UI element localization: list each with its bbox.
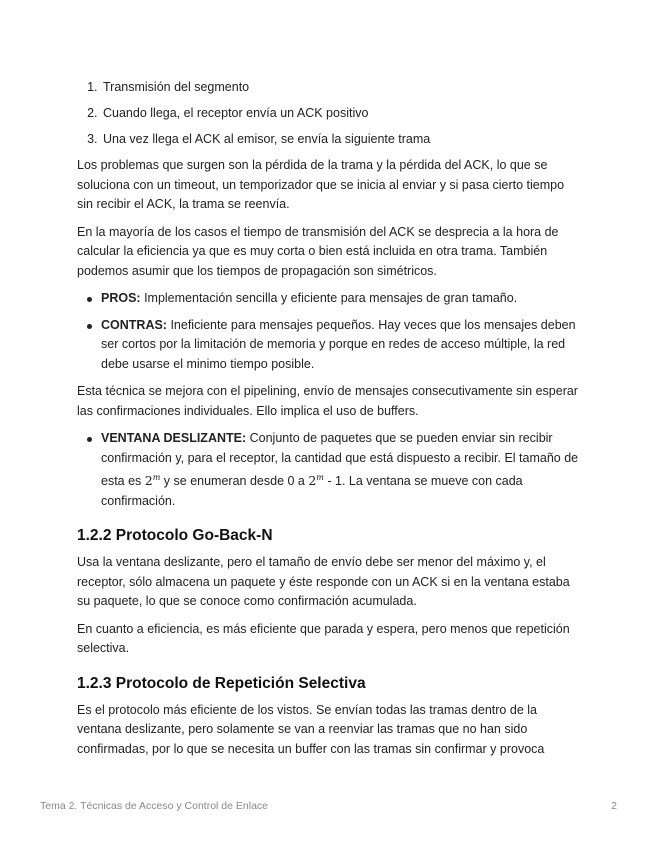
paragraph-pipelining: Esta técnica se mejora con el pipelining, envío de mensajes consecutivamente sin esperar las confirmaciones individuales. Ello implica el uso de buffers. <box>77 384 578 418</box>
bullet-icon <box>87 297 92 302</box>
math-2-pow-m <box>308 473 324 488</box>
ventana-text-1: Conjunto de paquetes que se pueden enviar sin recibir confirmación y, para el receptor, la cantidad que está dispuesto a recibir. El tamaño de esta es <box>101 431 579 489</box>
bullet-icon <box>87 324 92 329</box>
heading-repeticion-selectiva: 1.2.3 Protocolo de Repetición Selectiva <box>77 674 366 692</box>
page-content <box>77 78 579 767</box>
bullet-icon <box>87 437 92 442</box>
heading-go-back-n: 1.2.2 Protocolo Go-Back-N <box>77 527 273 545</box>
pros-cons-list <box>77 289 579 374</box>
ventana-term: VENTANA DESLIZANTE: <box>101 431 247 445</box>
pros-text: Implementación sencilla y eficiente para mensajes de gran tamaño. <box>140 291 518 305</box>
math-2-pow-m <box>145 473 161 488</box>
paragraph-efficiency: En la mayoría de los casos el tiempo de transmisión del ACK se desprecia a la hora de calcular la eficiencia ya que es muy corta o bien está incluida en otra trama. También podemos asumir que los tiempos de propagación son simétricos. <box>77 224 559 278</box>
list-item: 1. Transmisión del segmento <box>101 78 579 97</box>
math-exponent: m <box>152 473 161 482</box>
paragraph-go-back-n: Usa la ventana deslizante, pero el tamaño de envío debe ser menor del máximo y, el receptor, sólo almacena un paquete y éste responde con un ACK si en la ventana estaba su paquete, lo que se conoce como confirmación acumulada. <box>77 555 570 609</box>
list-item-pros <box>101 289 579 309</box>
contras-text: Ineficiente para mensajes pequeños. Hay veces que los mensajes deben ser cortos por la limitación de memoria y porque en redes de acceso múltiple, la red debe usarse el minimo tiempo posible. <box>101 317 576 371</box>
list-item-contras <box>101 316 579 375</box>
paragraph-timeout: Los problemas que surgen son la pérdida de la trama y la pérdida del ACK, lo que se soluciona con un timeout, un temporizador que se inicia al enviar y si pasa cierto tiempo sin recibir el ACK, la trama se reenvía. <box>77 158 565 211</box>
math-base: 2 <box>308 473 317 489</box>
contras-term: CONTRAS: <box>101 317 167 332</box>
list-item: 2. Cuando llega, el receptor envía un ACK positivo <box>101 104 579 123</box>
math-base: 2 <box>144 473 153 489</box>
pros-term: PROS: <box>101 291 141 305</box>
paragraph-repeticion-selectiva: Es el protocolo más eficiente de los vistos. Se envían todas las tramas dentro de la ventana deslizante, pero solamente se van a reenviar las tramas que no han sido confirmadas, por lo que se necesita un buffer con las tramas sin confirmar y provoca <box>77 702 545 756</box>
page-footer <box>40 800 617 812</box>
paragraph-go-back-n-efficiency: En cuanto a eficiencia, es más eficiente que parada y espera, pero menos que repetición selectiva. <box>77 621 570 656</box>
page-number: 2 <box>611 800 617 812</box>
math-exponent: m <box>316 473 324 482</box>
list-item-ventana <box>101 429 579 511</box>
ventana-list <box>77 429 579 511</box>
ventana-text-2: y se enumeran desde 0 a <box>160 474 309 489</box>
numbered-steps <box>77 78 579 149</box>
list-item: 3. Una vez llega el ACK al emisor, se envía la siguiente trama <box>101 130 579 149</box>
ventana-text-3: - 1. La ventana se mueve con cada confirmación. <box>101 474 523 508</box>
footer-title: Tema 2. Técnicas de Acceso y Control de Enlace <box>40 800 269 812</box>
